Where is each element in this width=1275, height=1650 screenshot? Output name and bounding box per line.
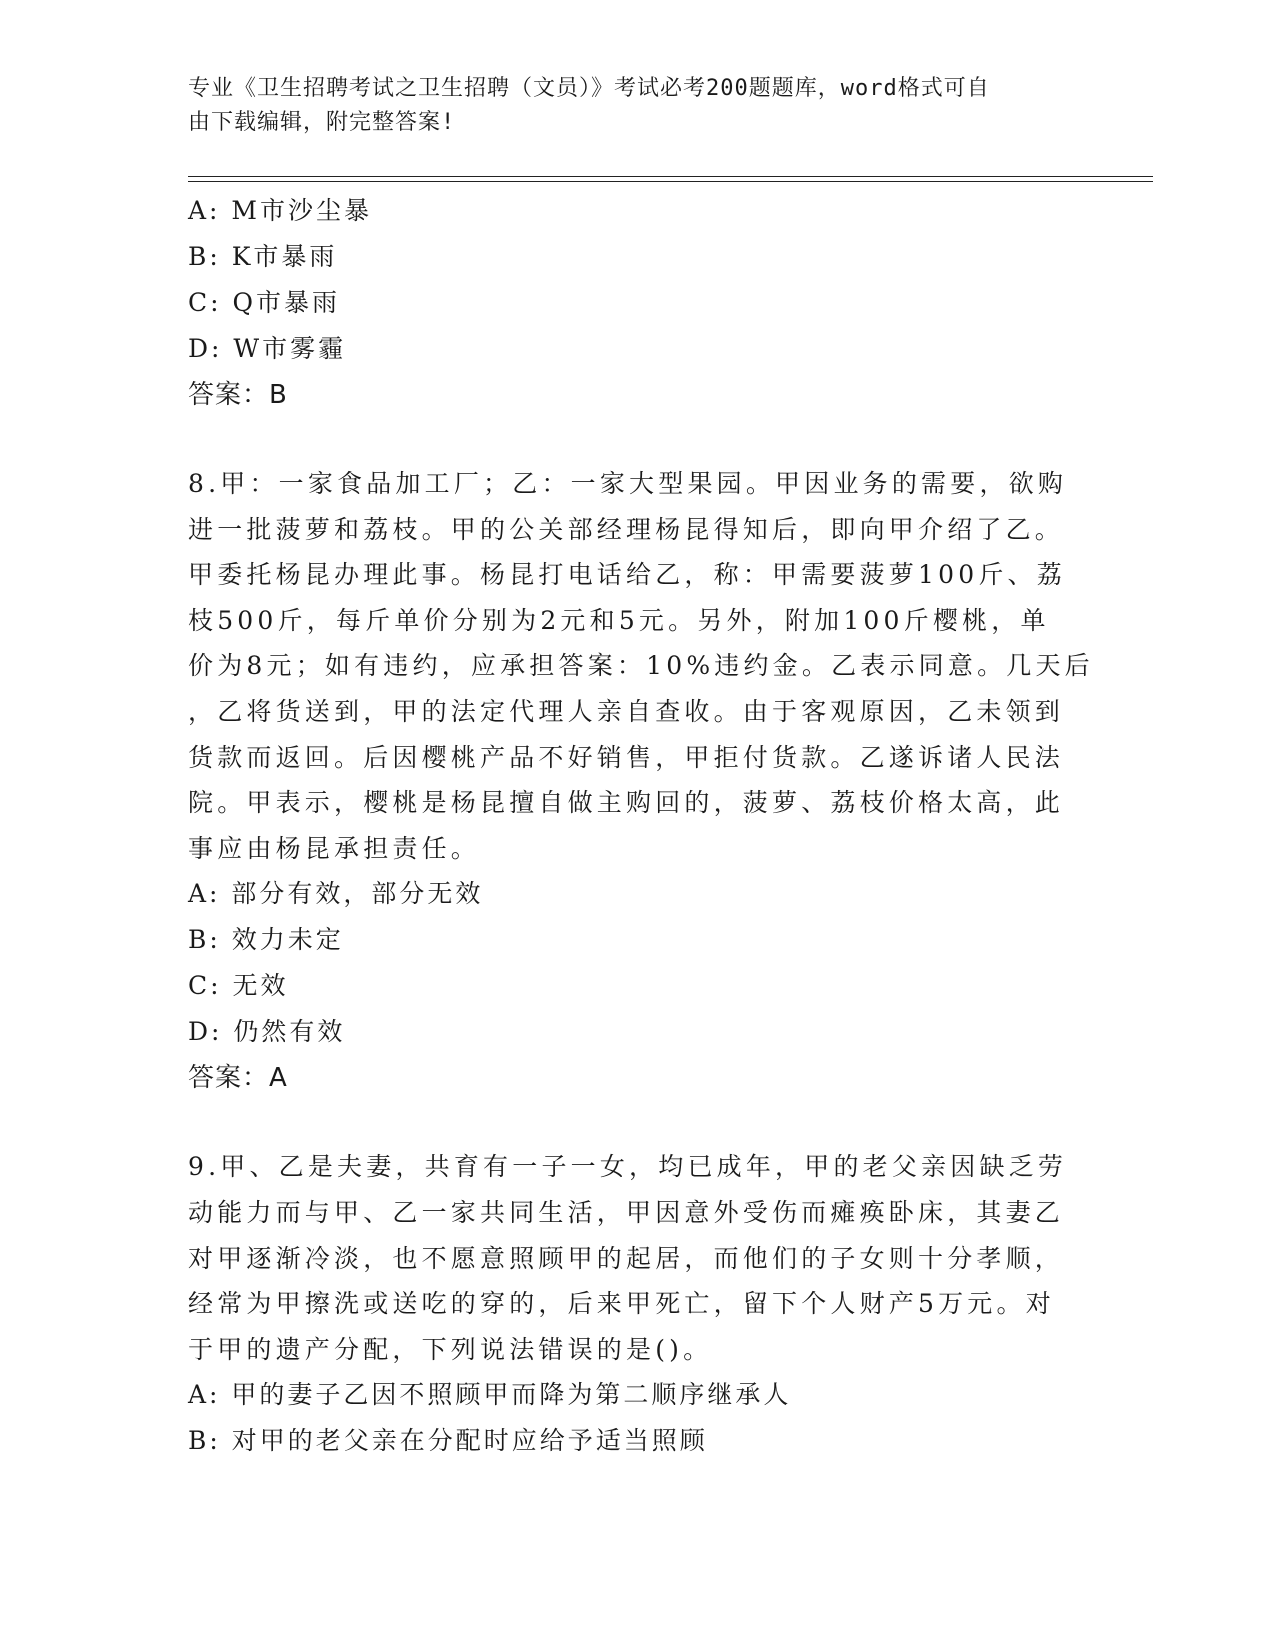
question-8-option-d: D: 仍然有效 bbox=[188, 1017, 346, 1047]
document-header bbox=[188, 72, 1068, 140]
question-9-stem-line: 经常为甲擦洗或送吃的穿的，后来甲死亡，留下个人财产5万元。对 bbox=[188, 1289, 1055, 1319]
header-divider-top bbox=[188, 176, 1153, 177]
question-8-option-a: A: 部分有效，部分无效 bbox=[188, 879, 484, 909]
question-8-stem-line: ，乙将货送到，甲的法定代理人亲自查收。由于客观原因，乙未领到 bbox=[188, 696, 1065, 726]
question-9-stem-line: 对甲逐渐冷淡，也不愿意照顾甲的起居，而他们的子女则十分孝顺， bbox=[188, 1243, 1065, 1273]
question-8-option-c: C: 无效 bbox=[188, 971, 289, 1001]
question-7-option-d: D: W市雾霾 bbox=[188, 334, 347, 363]
question-9-stem-line: 动能力而与甲、乙一家共同生活，甲因意外受伤而瘫痪卧床，其妻乙 bbox=[188, 1197, 1065, 1227]
question-7-option-b: B: K市暴雨 bbox=[188, 242, 338, 271]
spacer bbox=[188, 418, 1088, 461]
question-7-answer: 答案：B bbox=[188, 380, 288, 410]
question-8-option-b: B: 效力未定 bbox=[188, 925, 344, 955]
question-9-stem-line: 于甲的遗产分配，下列说法错误的是()。 bbox=[188, 1334, 713, 1364]
question-8-options bbox=[188, 871, 1088, 1055]
question-8-stem-line: 事应由杨昆承担责任。 bbox=[188, 833, 481, 863]
question-9-stem bbox=[188, 1144, 1088, 1372]
question-content bbox=[188, 188, 1094, 1464]
question-9-option-b: B: 对甲的老父亲在分配时应给予适当照顾 bbox=[188, 1426, 708, 1456]
question-7-option-a: A: M市沙尘暴 bbox=[188, 196, 373, 225]
question-8-stem-line: 8.甲：一家食品加工厂；乙：一家大型果园。甲因业务的需要，欲购 bbox=[188, 469, 1068, 498]
question-8-stem-line: 货款而返回。后因樱桃产品不好销售，甲拒付货款。乙遂诉诸人民法 bbox=[188, 742, 1065, 772]
question-7-option-c: C: Q市暴雨 bbox=[188, 288, 340, 317]
question-8-answer: 答案：A bbox=[188, 1063, 288, 1094]
question-8-stem-line: 枝500斤，每斤单价分别为2元和5元。另外，附加100斤樱桃，单 bbox=[188, 605, 1050, 635]
question-7-options bbox=[188, 188, 1088, 372]
question-8-stem bbox=[188, 461, 1094, 871]
question-9-option-a: A: 甲的妻子乙因不照顾甲而降为第二顺序继承人 bbox=[188, 1380, 792, 1410]
question-8-stem-line: 甲委托杨昆办理此事。杨昆打电话给乙，称：甲需要菠萝100斤、荔 bbox=[188, 560, 1066, 590]
header-line-2: 由下载编辑，附完整答案! bbox=[188, 110, 456, 135]
spacer bbox=[188, 1101, 1088, 1144]
question-8-stem-line: 院。甲表示，樱桃是杨昆擅自做主购回的，菠萝、荔枝价格太高，此 bbox=[188, 788, 1065, 818]
question-8-stem-line: 进一批菠萝和荔枝。甲的公关部经理杨昆得知后，即向甲介绍了乙。 bbox=[188, 514, 1065, 544]
question-9-options bbox=[188, 1372, 1088, 1464]
header-line-1: 专业《卫生招聘考试之卫生招聘（文员）》考试必考200题题库，word格式可自 bbox=[188, 76, 990, 101]
question-8-stem-line: 价为8元；如有违约，应承担答案：10%违约金。乙表示同意。几天后 bbox=[188, 651, 1094, 681]
question-9-stem-line: 9.甲、乙是夫妻，共育有一子一女，均已成年，甲的老父亲因缺乏劳 bbox=[188, 1152, 1068, 1182]
header-divider-bottom bbox=[188, 181, 1153, 182]
